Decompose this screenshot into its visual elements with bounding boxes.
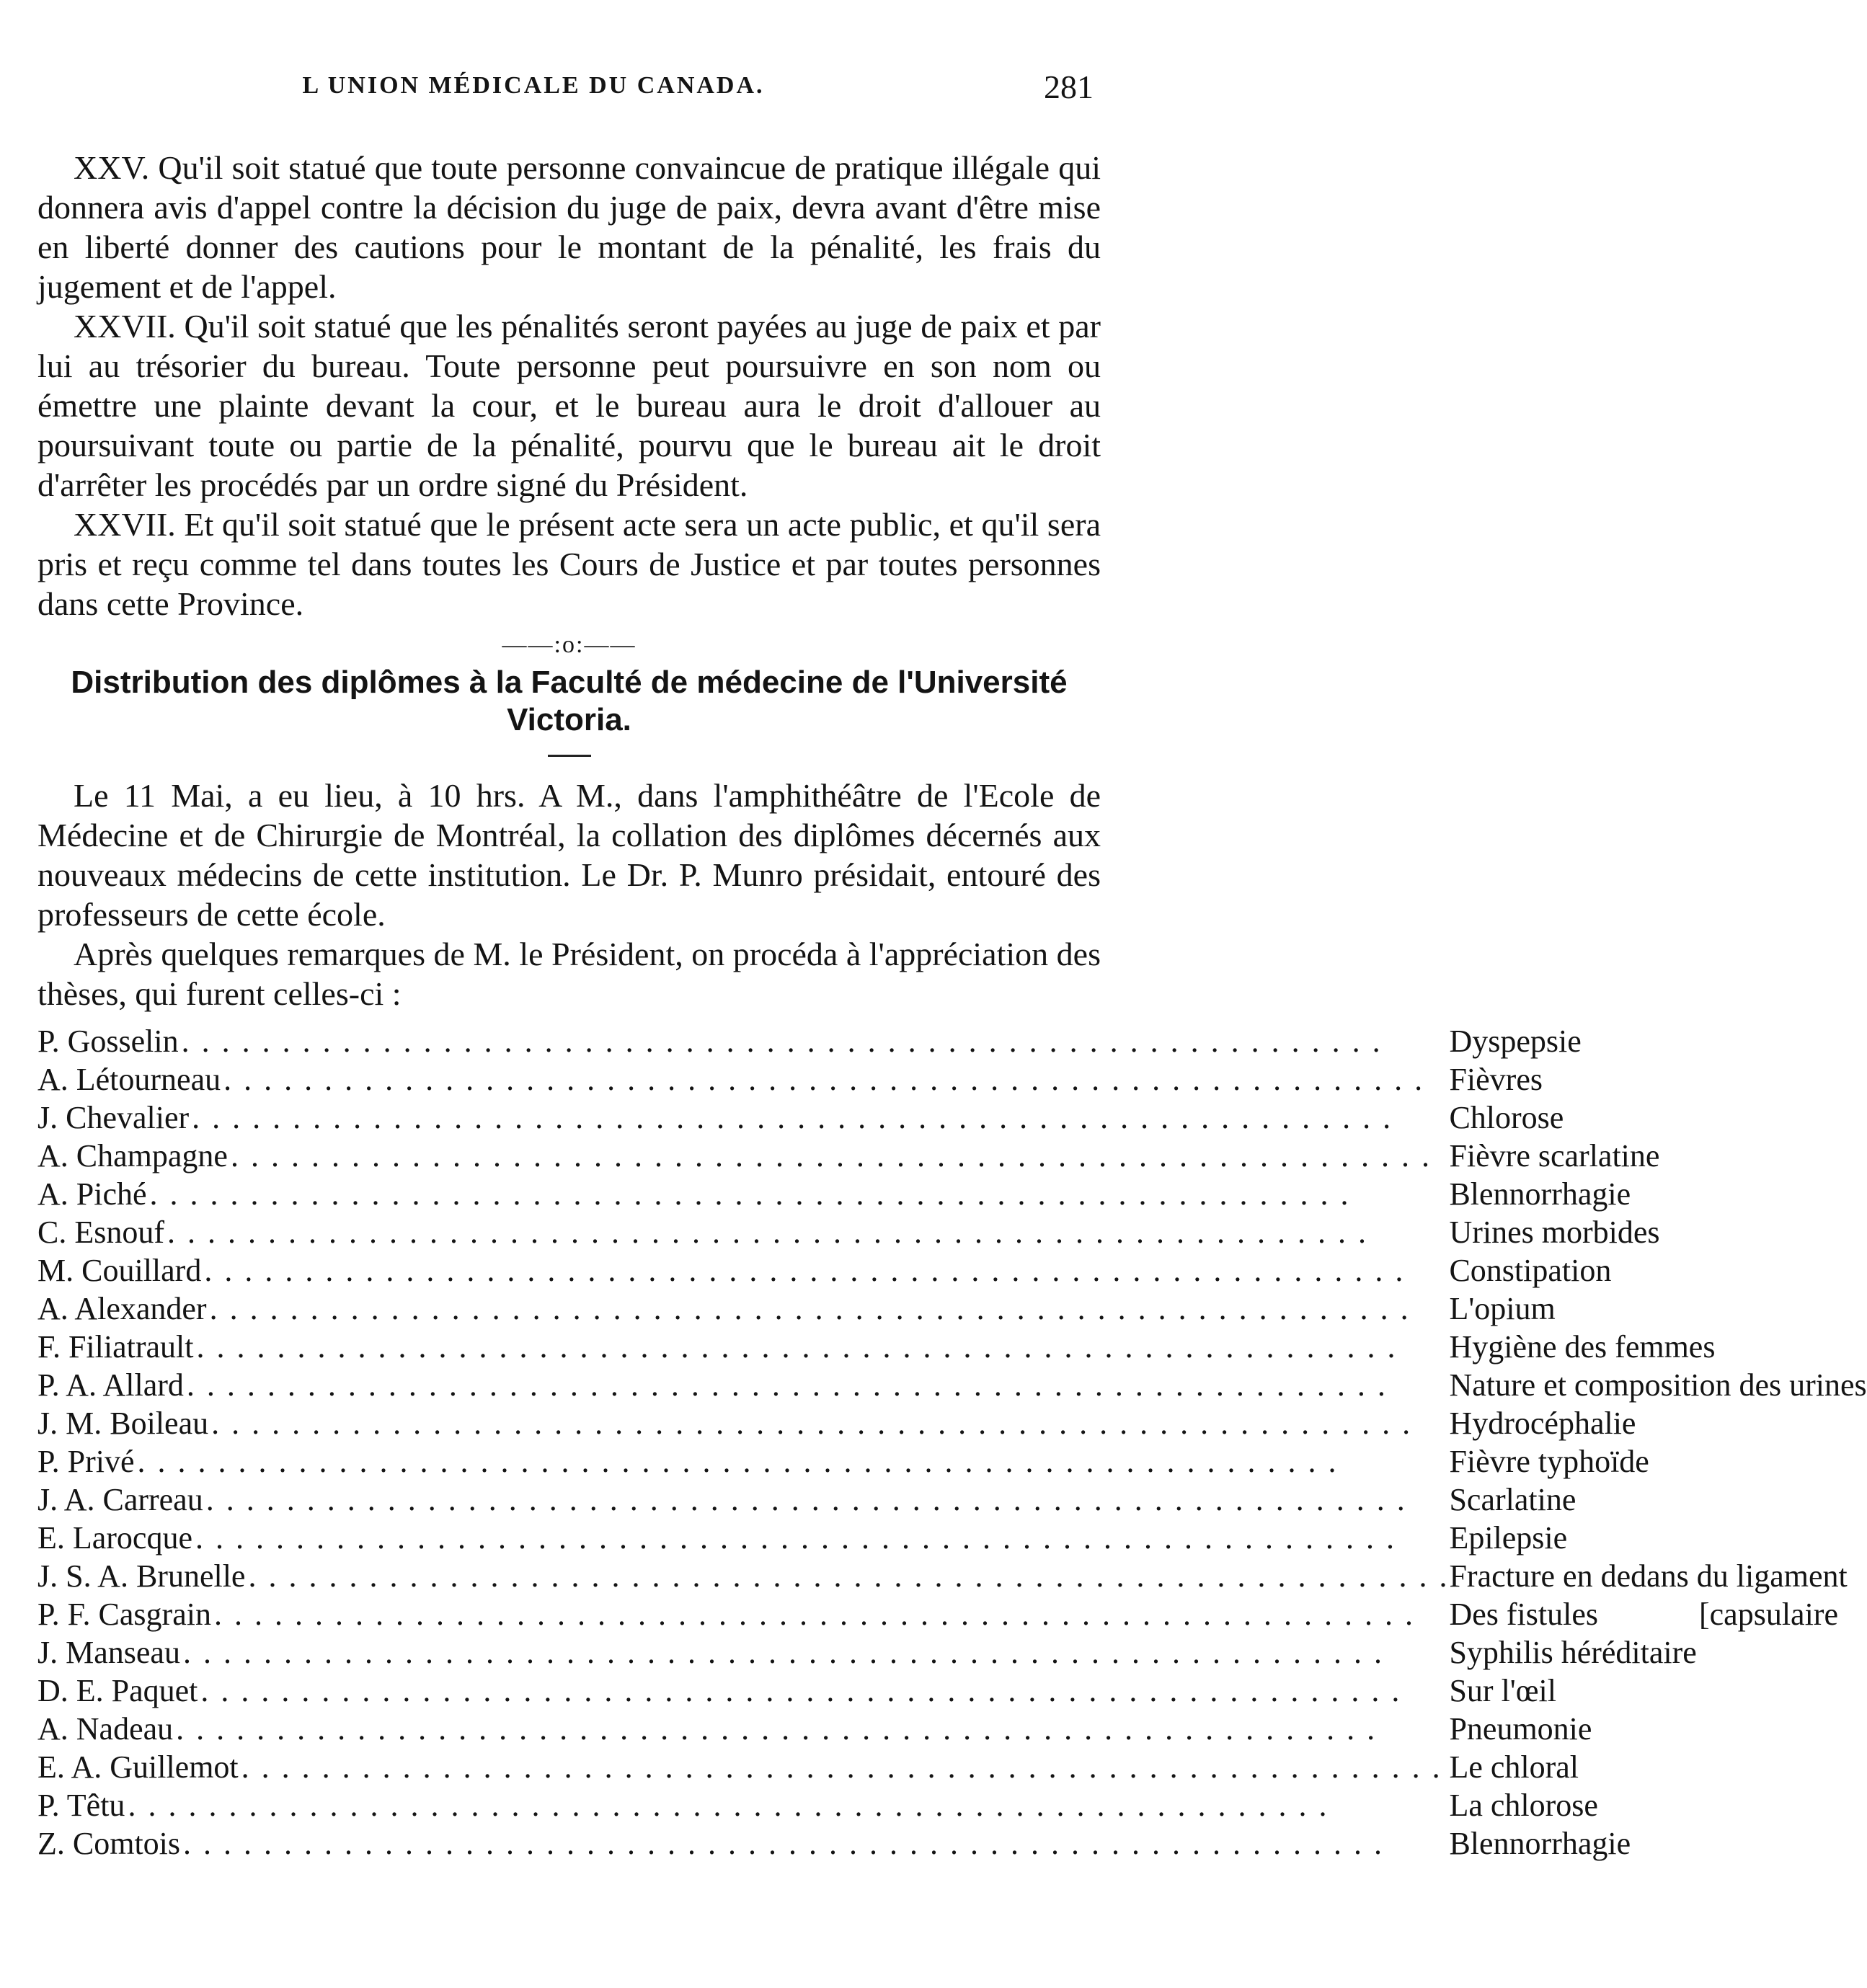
thesis-subject-cell xyxy=(1449,1557,1866,1595)
thesis-subject: Pneumonie xyxy=(1449,1711,1592,1747)
thesis-subject-cell xyxy=(1449,1137,1866,1175)
thesis-author-cell xyxy=(37,1442,1449,1481)
thesis-row xyxy=(37,1099,1867,1137)
thesis-subject-cell xyxy=(1449,1442,1866,1481)
thesis-author-cell xyxy=(37,1099,1449,1137)
thesis-row xyxy=(37,1786,1867,1824)
thesis-row xyxy=(37,1748,1867,1786)
leader-dots: . . . . . . . . . . . . . . . . . . . . . . . . . . . . . . . . . . . . . . . . . . . . . . . . . . . . . . . . . . . . xyxy=(182,1635,1384,1670)
thesis-row xyxy=(37,1290,1867,1328)
thesis-subject: Fracture en dedans du ligament xyxy=(1449,1558,1848,1594)
thesis-author: J. A. Carreau xyxy=(37,1482,206,1517)
thesis-author: A. Champagne xyxy=(37,1138,231,1173)
thesis-author: P. Têtu xyxy=(37,1788,128,1823)
leader-dots: . . . . . . . . . . . . . . . . . . . . . . . . . . . . . . . . . . . . . . . . . . . . . . . . . . . . . . . . . . . . xyxy=(167,1215,1368,1250)
thesis-row xyxy=(37,1251,1867,1290)
thesis-row xyxy=(37,1404,1867,1442)
thesis-author-cell xyxy=(37,1672,1449,1710)
thesis-row xyxy=(37,1442,1867,1481)
thesis-author: A. Nadeau xyxy=(37,1711,176,1747)
thesis-subject-cell xyxy=(1449,1251,1866,1290)
thesis-author-cell xyxy=(37,1060,1449,1099)
thesis-author: M. Couillard xyxy=(37,1253,204,1288)
leader-dots: . . . . . . . . . . . . . . . . . . . . . . . . . . . . . . . . . . . . . . . . . . . . . . . . . . . . . . . . . . . . xyxy=(195,1520,1396,1556)
leader-dots: . . . . . . . . . . . . . . . . . . . . . . . . . . . . . . . . . . . . . . . . . . . . . . . . . . . . . . . . . . . . xyxy=(192,1100,1393,1135)
thesis-subject: Fièvre typhoïde xyxy=(1449,1444,1649,1479)
leader-dots: . . . . . . . . . . . . . . . . . . . . . . . . . . . . . . . . . . . . . . . . . . . . . . . . . . . . . . . . . . . . xyxy=(196,1329,1398,1364)
thesis-subject: Nature et composition des urines xyxy=(1449,1367,1867,1403)
thesis-subject: Epilepsie xyxy=(1449,1520,1568,1556)
thesis-author-cell xyxy=(37,1748,1449,1786)
thesis-author: E. Larocque xyxy=(37,1520,195,1556)
paragraph-xxvii-a: XXVII. Qu'il soit statué que les pénalités seront payées au juge de paix et par lui au trésorier du bureau. Toute personne peut poursuivre en son nom ou émettre une plainte devant la cour, et le bureau aura le droit d'allouer au poursuivant toute ou partie de la pénalité, pourvu que le bureau ait le droit d'arrêter les procédés par un ordre signé du Président. xyxy=(37,308,1101,503)
thesis-row xyxy=(37,1557,1867,1595)
thesis-author-cell xyxy=(37,1251,1449,1290)
section-separator: ——:o:—— xyxy=(502,631,637,658)
thesis-author-cell xyxy=(37,1519,1449,1557)
leader-dots: . . . . . . . . . . . . . . . . . . . . . . . . . . . . . . . . . . . . . . . . . . . . . . . . . . . . . . . . . . . . xyxy=(241,1749,1442,1785)
thesis-subject: Hygiène des femmes xyxy=(1449,1329,1716,1364)
thesis-author-cell xyxy=(37,1175,1449,1213)
paragraph-xxv: XXV. Qu'il soit statué que toute personne convaincue de pratique illégale qui donnera avis d'appel contre la décision du juge de paix, devra avant d'être mise en liberté donner des cautions pour le montant de la pénalité, les frais du jugement et de l'appel. xyxy=(37,149,1101,305)
leader-dots: . . . . . . . . . . . . . . . . . . . . . . . . . . . . . . . . . . . . . . . . . . . . . . . . . . . . . . . . . . . . xyxy=(209,1291,1411,1326)
thesis-author: P. Privé xyxy=(37,1444,137,1479)
thesis-subject: Dyspepsie xyxy=(1449,1024,1582,1059)
thesis-row xyxy=(37,1328,1867,1366)
thesis-subject: Urines morbides xyxy=(1449,1215,1660,1250)
thesis-subject-cell xyxy=(1449,1595,1866,1633)
thesis-row xyxy=(37,1481,1867,1519)
thesis-subject-cell xyxy=(1449,1481,1866,1519)
leader-dots: . . . . . . . . . . . . . . . . . . . . . . . . . . . . . . . . . . . . . . . . . . . . . . . . . . . . . . . . . . . . xyxy=(128,1788,1329,1823)
paragraph-xxvii-b: XXVII. Et qu'il soit statué que le présent acte sera un acte public, et qu'il sera pris et reçu comme tel dans toutes les Cours de Justice et par toutes personnes dans cette Province. xyxy=(37,506,1101,622)
page-header xyxy=(0,68,1151,115)
thesis-row xyxy=(37,1672,1867,1710)
thesis-author-cell xyxy=(37,1213,1449,1251)
thesis-author-cell xyxy=(37,1137,1449,1175)
leader-dots: . . . . . . . . . . . . . . . . . . . . . . . . . . . . . . . . . . . . . . . . . . . . . . . . . . . . . . . . . . . . xyxy=(213,1597,1415,1632)
thesis-author: J. Manseau xyxy=(37,1635,183,1670)
thesis-author: D. E. Paquet xyxy=(37,1673,200,1708)
thesis-subject-cell xyxy=(1449,1328,1866,1366)
section-title: Distribution des diplômes à la Faculté de médecine de l'Université Victoria. xyxy=(71,665,1068,737)
thesis-subject: Blennorrhagie xyxy=(1449,1826,1631,1861)
leader-dots: . . . . . . . . . . . . . . . . . . . . . . . . . . . . . . . . . . . . . . . . . . . . . . . . . . . . . . . . . . . . xyxy=(176,1711,1378,1747)
leader-dots: . . . . . . . . . . . . . . . . . . . . . . . . . . . . . . . . . . . . . . . . . . . . . . . . . . . . . . . . . . . . xyxy=(137,1444,1339,1479)
thesis-row xyxy=(37,1175,1867,1213)
thesis-subject-cell xyxy=(1449,1060,1866,1099)
thesis-subject-cell xyxy=(1449,1633,1866,1672)
thesis-author: Z. Comtois xyxy=(37,1826,183,1861)
leader-dots: . . . . . . . . . . . . . . . . . . . . . . . . . . . . . . . . . . . . . . . . . . . . . . . . . . . . . . . . . . . . xyxy=(200,1673,1402,1708)
thesis-author: P. F. Casgrain xyxy=(37,1597,214,1632)
thesis-row xyxy=(37,1060,1867,1099)
leader-dots: . . . . . . . . . . . . . . . . . . . . . . . . . . . . . . . . . . . . . . . . . . . . . . . . . . . . . . . . . . . . xyxy=(248,1558,1450,1594)
thesis-author: P. Gosselin xyxy=(37,1024,182,1059)
thesis-row xyxy=(37,1213,1867,1251)
thesis-subject-cell xyxy=(1449,1404,1866,1442)
thesis-author-cell xyxy=(37,1404,1449,1442)
thesis-author-cell xyxy=(37,1022,1449,1060)
leader-dots: . . . . . . . . . . . . . . . . . . . . . . . . . . . . . . . . . . . . . . . . . . . . . . . . . . . . . . . . . . . . xyxy=(183,1826,1385,1861)
thesis-subject: Le chloral xyxy=(1449,1749,1579,1785)
thesis-subject-cell xyxy=(1449,1786,1866,1824)
thesis-author: P. A. Allard xyxy=(37,1367,187,1403)
thesis-subject: Hydrocéphalie xyxy=(1449,1406,1636,1441)
thesis-author-cell xyxy=(37,1786,1449,1824)
thesis-subject: Fièvres xyxy=(1449,1062,1543,1097)
leader-dots: . . . . . . . . . . . . . . . . . . . . . . . . . . . . . . . . . . . . . . . . . . . . . . . . . . . . . . . . . . . . xyxy=(230,1138,1432,1173)
intro-paragraph: Le 11 Mai, a eu lieu, à 10 hrs. A M., dans l'amphithéâtre de l'Ecole de Médecine et de Chirurgie de Montréal, la collation des diplômes décernés aux nouveaux médecins de cette institution. Le Dr. P. Munro présidait, entouré des professeurs de cette école. xyxy=(37,777,1101,933)
thesis-author: A. Alexander xyxy=(37,1291,210,1326)
thesis-row xyxy=(37,1595,1867,1633)
thesis-author-cell xyxy=(37,1290,1449,1328)
thesis-subject: Blennorrhagie xyxy=(1449,1176,1631,1212)
theses-list-body xyxy=(37,1022,1867,1863)
thesis-row xyxy=(37,1137,1867,1175)
thesis-subject-cell xyxy=(1449,1213,1866,1251)
thesis-author: A. Piché xyxy=(37,1176,150,1212)
thesis-subject-cell xyxy=(1449,1672,1866,1710)
thesis-author: J. Chevalier xyxy=(37,1100,192,1135)
thesis-subject: Syphilis héréditaire xyxy=(1449,1635,1697,1670)
page-number: 281 xyxy=(1044,68,1094,105)
thesis-row xyxy=(37,1710,1867,1748)
thesis-subject-cell xyxy=(1449,1290,1866,1328)
thesis-subject-cell xyxy=(1449,1519,1866,1557)
thesis-subject: L'opium xyxy=(1449,1291,1556,1326)
thesis-author: C. Esnouf xyxy=(37,1215,167,1250)
thesis-author-cell xyxy=(37,1710,1449,1748)
theses-list xyxy=(37,1022,1867,1863)
thesis-author: J. M. Boileau xyxy=(37,1406,211,1441)
thesis-row xyxy=(37,1633,1867,1672)
thesis-subject: Constipation xyxy=(1449,1253,1612,1288)
leader-dots: . . . . . . . . . . . . . . . . . . . . . . . . . . . . . . . . . . . . . . . . . . . . . . . . . . . . . . . . . . . . xyxy=(205,1482,1407,1517)
theses-intro-paragraph: Après quelques remarques de M. le Président, on procéda à l'appréciation des thèses, qui furent celles-ci : xyxy=(37,936,1101,1012)
thesis-author-cell xyxy=(37,1557,1449,1595)
thesis-subject: Scarlatine xyxy=(1449,1482,1576,1517)
thesis-row xyxy=(37,1022,1867,1060)
leader-dots: . . . . . . . . . . . . . . . . . . . . . . . . . . . . . . . . . . . . . . . . . . . . . . . . . . . . . . . . . . . . xyxy=(204,1253,1406,1288)
leader-dots: . . . . . . . . . . . . . . . . . . . . . . . . . . . . . . . . . . . . . . . . . . . . . . . . . . . . . . . . . . . . xyxy=(149,1176,1351,1212)
thesis-subject-cell xyxy=(1449,1175,1866,1213)
thesis-author: F. Filiatrault xyxy=(37,1329,196,1364)
thesis-author: J. S. A. Brunelle xyxy=(37,1558,248,1594)
thesis-author-cell xyxy=(37,1328,1449,1366)
thesis-subject-continuation: [capsulaire xyxy=(1698,1597,1838,1632)
thesis-subject: Sur l'œil xyxy=(1449,1673,1556,1708)
thesis-row xyxy=(37,1519,1867,1557)
thesis-subject-cell xyxy=(1449,1022,1866,1060)
thesis-subject: Chlorose xyxy=(1449,1100,1564,1135)
page-body xyxy=(37,148,1867,1863)
thesis-row xyxy=(37,1366,1867,1404)
thesis-author: E. A. Guillemot xyxy=(37,1749,241,1785)
leader-dots: . . . . . . . . . . . . . . . . . . . . . . . . . . . . . . . . . . . . . . . . . . . . . . . . . . . . . . . . . . . . xyxy=(211,1406,1413,1441)
thesis-row xyxy=(37,1824,1867,1863)
leader-dots: . . . . . . . . . . . . . . . . . . . . . . . . . . . . . . . . . . . . . . . . . . . . . . . . . . . . . . . . . . . . xyxy=(223,1062,1425,1097)
leader-dots: . . . . . . . . . . . . . . . . . . . . . . . . . . . . . . . . . . . . . . . . . . . . . . . . . . . . . . . . . . . . xyxy=(186,1367,1388,1403)
thesis-subject-cell xyxy=(1449,1366,1866,1404)
title-rule xyxy=(548,755,591,757)
thesis-subject: Fièvre scarlatine xyxy=(1449,1138,1660,1173)
leader-dots: . . . . . . . . . . . . . . . . . . . . . . . . . . . . . . . . . . . . . . . . . . . . . . . . . . . . . . . . . . . . xyxy=(181,1024,1383,1059)
thesis-subject-cell xyxy=(1449,1099,1866,1137)
thesis-author-cell xyxy=(37,1633,1449,1672)
thesis-subject-cell xyxy=(1449,1710,1866,1748)
thesis-subject: Des fistules xyxy=(1449,1597,1598,1632)
thesis-author-cell xyxy=(37,1366,1449,1404)
thesis-subject: La chlorose xyxy=(1449,1788,1598,1823)
running-title: L UNION MÉDICALE DU CANADA. xyxy=(302,72,765,99)
thesis-subject-cell xyxy=(1449,1824,1866,1863)
thesis-author-cell xyxy=(37,1595,1449,1633)
thesis-author-cell xyxy=(37,1824,1449,1863)
thesis-subject-cell xyxy=(1449,1748,1866,1786)
thesis-author: A. Létourneau xyxy=(37,1062,223,1097)
thesis-author-cell xyxy=(37,1481,1449,1519)
